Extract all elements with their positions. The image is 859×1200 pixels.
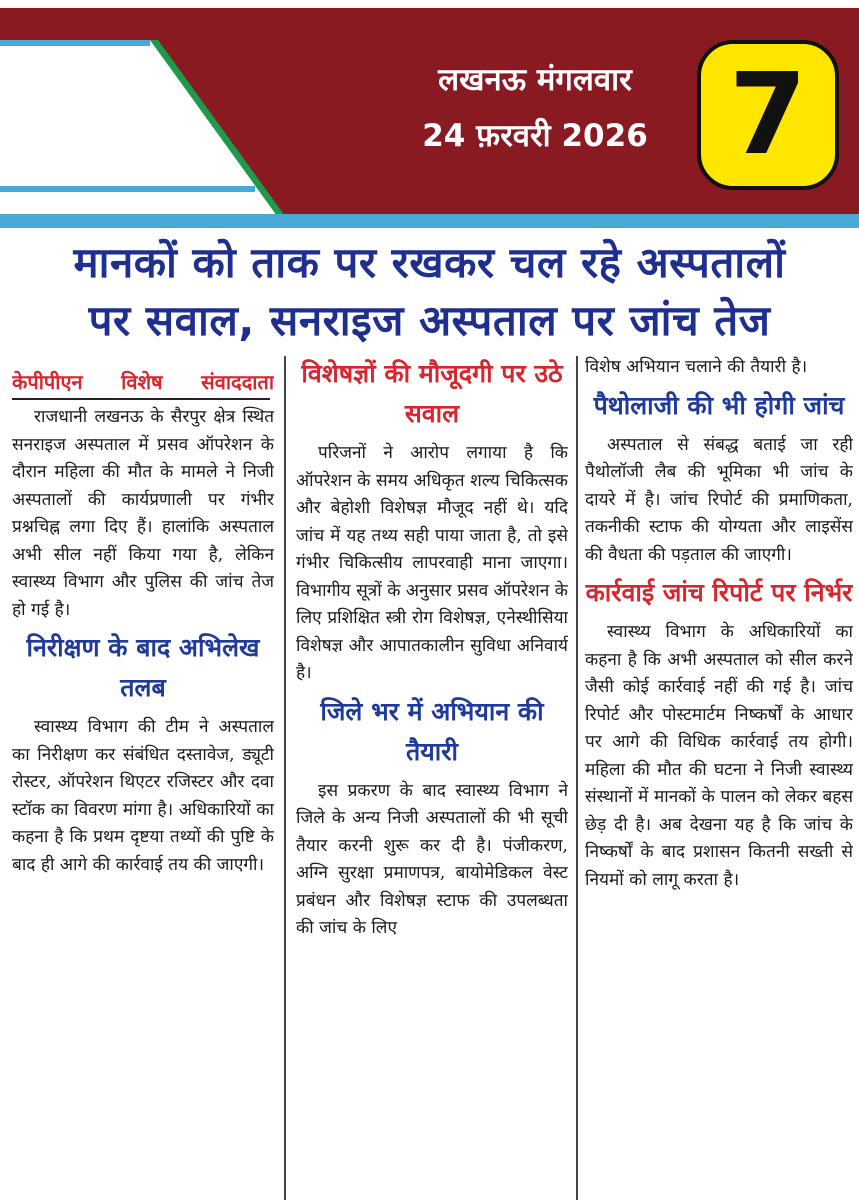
- paragraph-campaign-continued: विशेष अभियान चलाने की तैयारी है।: [585, 357, 808, 377]
- subheading-district-campaign: जिले भर में अभियान की तैयारी: [320, 696, 544, 766]
- article-column-2: [296, 354, 568, 1200]
- headline-line-1: मानकों को ताक पर रखकर चल रहे अस्पतालों: [73, 238, 786, 287]
- byline: केपीपीएन विशेष संवाददाता: [12, 370, 274, 394]
- subheading-action: कार्रवाई जांच रिपोर्ट पर निर्भर: [585, 578, 853, 607]
- byline-rule: [12, 398, 270, 400]
- article-column-1: [12, 354, 274, 1200]
- paragraph-experts: परिजनों ने आरोप लगाया है कि ऑपरेशन के समय अधिकृत शल्य चिकित्सक और बेहोशी विशेषज्ञ मौजूद नहीं थे। यदि जांच में यह तथ्य सही पाया जाता है, तो इसे गंभीर चिकित्सीय लापरवाही माना जाएगा। विभागीय सूत्रों के अनुसार प्रसव ऑपरेशन के लिए प्रशिक्षित स्त्री रोग विशेषज्ञ, एनेस्थीसिया विशेषज्ञ और आपातकालीन सुविधा अनिवार्य है।: [296, 443, 568, 683]
- column-divider-2: [576, 356, 578, 1200]
- edition-dateline: [320, 52, 750, 164]
- column-divider-1: [284, 356, 286, 1200]
- paragraph-action: स्वास्थ्य विभाग के अधिकारियों का कहना है कि अभी अस्पताल को सील करने जैसी कोई कार्रवाई नहीं की गई है। जांच रिपोर्ट और पोस्टमार्टम निष्कर्षों के आधार पर आगे की विधिक कार्रवाई तय होगी।महिला की मौत की घटना ने निजी स्वास्थ्य संस्थानों में मानकों के पालन को लेकर बहस छेड़ दी है। अब देखना यह है कि जांच के निष्कर्षों के बाद प्रशासन कितनी सख्ती से नियमों को लागू करता है।: [585, 622, 853, 890]
- masthead-band: [0, 0, 859, 232]
- page-number-badge: [697, 40, 839, 190]
- page-number: 7: [729, 50, 807, 180]
- masthead-blue-line-bottom: [0, 186, 255, 192]
- masthead-blue-stripe: [0, 214, 859, 228]
- subheading-experts: विशेषज्ञों की मौजूदगी पर उठे सवाल: [301, 359, 563, 428]
- headline-line-2: पर सवाल, सनराइज अस्पताल पर जांच तेज: [88, 296, 771, 345]
- paragraph-intro: राजधानी लखनऊ के सैरपुर क्षेत्र स्थित सनराइज अस्पताल में प्रसव ऑपरेशन के दौरान महिला की मौत के मामले ने निजी अस्पतालों की कार्यप्रणाली पर गंभीर प्रश्नचिह्न लगा दिए हैं। हालांकि अस्पताल अभी सील नहीं किया गया है, लेकिन स्वास्थ्य विभाग और पुलिस की जांच तेज हो गई है।: [12, 407, 274, 620]
- paragraph-district-campaign: इस प्रकरण के बाद स्वास्थ्य विभाग ने जिले के अन्य निजी अस्पतालों की भी सूची तैयार करनी शुरू कर दी है। पंजीकरण, अग्नि सुरक्षा प्रमाणपत्र, बायोमेडिकल वेस्ट प्रबंधन और विशेषज्ञ स्टाफ की उपलब्धता की जांच के लिए: [296, 780, 568, 938]
- masthead-blue-line-top: [0, 40, 150, 46]
- subheading-pathology: पैथोलाजी की भी होगी जांच: [593, 390, 845, 420]
- subheading-inspection: निरीक्षण के बाद अभिलेख तलब: [26, 633, 260, 702]
- edition-city-day: लखनऊ मंगलवार: [438, 62, 632, 98]
- paragraph-inspection: स्वास्थ्य विभाग की टीम ने अस्पताल का निरीक्षण कर संबंधित दस्तावेज, ड्यूटी रोस्टर, ऑपरेशन थिएटर रजिस्टर और दवा स्टॉक का विवरण मांगा है। अधिकारियों का कहना है कि प्रथम दृष्टया तथ्यों की पुष्टि के बाद ही आगे की कार्रवाई तय की जाएगी।: [12, 717, 274, 875]
- article-column-3: [585, 354, 853, 1200]
- main-headline: [0, 234, 859, 350]
- paragraph-pathology: अस्पताल से संबद्ध बताई जा रही पैथोलॉजी लैब की भूमिका भी जांच के दायरे में है। जांच रिपोर्ट की प्रमाणिकता, तकनीकी स्टाफ की योग्यता और लाइसेंस की वैधता की पड़ताल की जाएगी।: [585, 434, 853, 565]
- edition-date: 24 फ़रवरी 2026: [422, 118, 648, 154]
